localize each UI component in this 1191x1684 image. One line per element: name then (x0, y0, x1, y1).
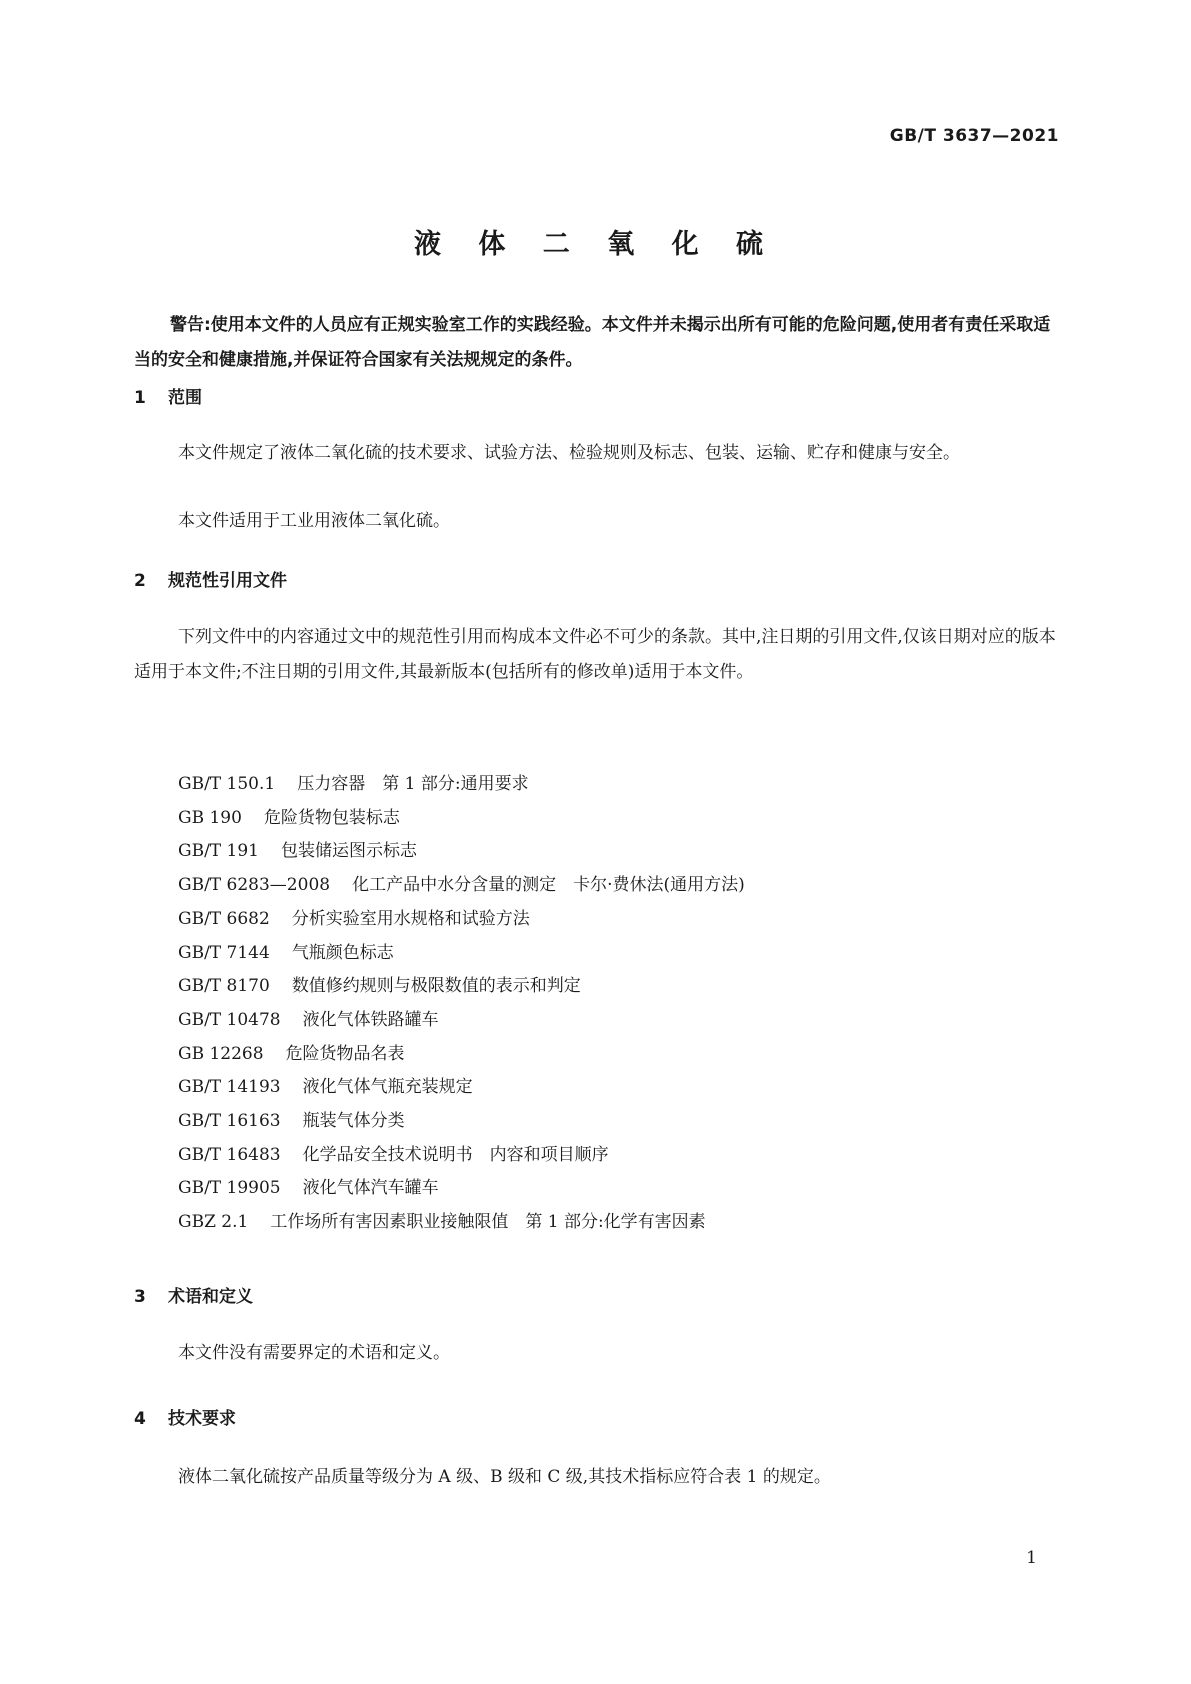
reference-item (178, 1139, 745, 1173)
section-number: 2 (134, 571, 146, 591)
reference-item (178, 1172, 745, 1206)
section-title: 技术要求 (168, 1409, 236, 1429)
reference-title: 瓶装气体分类 (302, 1111, 405, 1132)
reference-code: GB/T 14193 (178, 1077, 281, 1098)
terms-paragraph: 本文件没有需要界定的术语和定义。 (178, 1343, 450, 1363)
reference-code: GB/T 19905 (178, 1178, 281, 1199)
reference-item (178, 768, 745, 802)
reference-code: GB 190 (178, 807, 242, 828)
warning-paragraph: 警告:使用本文件的人员应有正规实验室工作的实践经验。本文件并未揭示出所有可能的危险问题,使用者有责任采取适当的安全和健康措施,并保证符合国家有关法规规定的条件。 (134, 315, 1051, 370)
standard-code: GB/T 3637—2021 (889, 126, 1059, 146)
reference-item (178, 835, 745, 869)
section-title: 规范性引用文件 (168, 571, 287, 591)
reference-title: 液化气体汽车罐车 (302, 1178, 439, 1199)
section-2-heading (134, 566, 287, 591)
references-intro: 下列文件中的内容通过文中的规范性引用而构成本文件必不可少的条款。其中,注日期的引用文件,仅该日期对应的版本适用于本文件;不注日期的引用文件,其最新版本(包括所有的修改单)适用于本文件。 (134, 627, 1056, 682)
reference-item (178, 903, 745, 937)
reference-code: GBZ 2.1 (178, 1212, 249, 1233)
section-number: 4 (134, 1409, 146, 1429)
reference-item (178, 1071, 745, 1105)
reference-title: 液化气体气瓶充装规定 (302, 1077, 473, 1098)
reference-item (178, 1038, 745, 1072)
section-number: 3 (134, 1287, 146, 1307)
reference-item (178, 869, 745, 903)
reference-code: GB/T 8170 (178, 976, 270, 997)
reference-title: 危险货物品名表 (285, 1043, 405, 1064)
reference-item (178, 1206, 745, 1240)
reference-code: GB/T 191 (178, 841, 259, 862)
reference-item (178, 937, 745, 971)
page-number: 1 (1026, 1548, 1037, 1568)
reference-code: GB 12268 (178, 1043, 264, 1064)
scope-paragraph-1: 本文件规定了液体二氧化硫的技术要求、试验方法、检验规则及标志、包装、运输、贮存和健康与安全。 (178, 443, 960, 463)
section-4-heading (134, 1404, 236, 1429)
reference-item (178, 802, 745, 836)
section-1-heading (134, 383, 202, 408)
reference-title: 危险货物包装标志 (263, 807, 400, 828)
reference-code: GB/T 16163 (178, 1111, 281, 1132)
reference-code: GB/T 150.1 (178, 774, 276, 794)
reference-item (178, 970, 745, 1004)
scope-paragraph-2: 本文件适用于工业用液体二氧化硫。 (178, 511, 450, 531)
reference-title: 液化气体铁路罐车 (302, 1009, 439, 1030)
reference-title: 分析实验室用水规格和试验方法 (291, 908, 530, 929)
reference-title: 化工产品中水分含量的测定 卡尔·费休法(通用方法) (352, 875, 745, 896)
reference-code: GB/T 7144 (178, 942, 270, 963)
section-3-heading (134, 1282, 253, 1307)
reference-list (178, 768, 745, 1240)
requirements-paragraph: 液体二氧化硫按产品质量等级分为 A 级、B 级和 C 级,其技术指标应符合表 1 的规定。 (178, 1467, 831, 1487)
reference-code: GB/T 16483 (178, 1144, 281, 1165)
reference-title: 气瓶颜色标志 (291, 942, 394, 963)
section-title: 术语和定义 (168, 1287, 253, 1307)
reference-title: 工作场所有害因素职业接触限值 第 1 部分:化学有害因素 (270, 1212, 706, 1233)
section-number: 1 (134, 388, 146, 408)
reference-title: 数值修约规则与极限数值的表示和判定 (291, 976, 581, 997)
section-title: 范围 (168, 388, 202, 408)
reference-code: GB/T 6682 (178, 908, 270, 929)
reference-code: GB/T 6283—2008 (178, 875, 331, 896)
document-title: 液 体 二 氧 化 硫 (414, 229, 777, 260)
reference-item (178, 1105, 745, 1139)
reference-title: 压力容器 第 1 部分:通用要求 (297, 774, 529, 794)
reference-code: GB/T 10478 (178, 1009, 281, 1030)
reference-title: 化学品安全技术说明书 内容和项目顺序 (302, 1144, 609, 1165)
reference-title: 包装储运图示标志 (281, 841, 417, 862)
reference-item (178, 1004, 745, 1038)
